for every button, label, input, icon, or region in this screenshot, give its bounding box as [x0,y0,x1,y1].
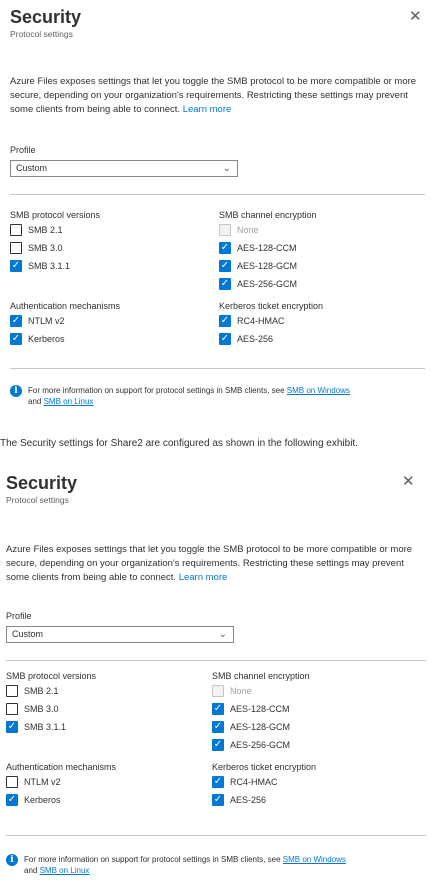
close-icon[interactable]: ✕ [409,8,422,25]
profile-dropdown[interactable] [10,160,238,177]
option-label: AES-128-GCM [230,722,291,732]
aes-256-option[interactable] [212,791,316,809]
info-and: and [24,866,38,875]
aes-128-ccm-option[interactable] [219,239,317,257]
chevron-down-icon: ⌄ [222,163,231,174]
ntlm-v2-option[interactable] [6,773,116,791]
checkbox[interactable]: ✓ [220,242,230,253]
info-and: and [28,397,42,406]
panel-subtitle: Protocol settings [10,29,73,39]
option-label: RC4-HMAC [237,316,285,326]
channel-encryption-title: SMB channel encryption [212,671,310,681]
profile-value: Custom [12,629,44,639]
checkbox[interactable]: ✓ [7,794,17,805]
aes-128-gcm-option[interactable] [219,257,317,275]
option-label: NTLM v2 [28,316,65,326]
smb-versions-group [10,209,100,275]
auth-mechanisms-group [6,761,116,809]
option-label: SMB 3.1.1 [28,261,71,271]
checkbox[interactable]: ✓ [7,721,17,732]
checkbox[interactable] [10,242,22,254]
kerberos-encryption-group [219,300,323,348]
smb-3-1-1-option[interactable] [6,718,96,736]
profile-value: Custom [16,163,48,173]
learn-more-link[interactable]: Learn more [178,572,228,583]
checkbox[interactable]: ✓ [213,703,223,714]
smb-versions-title: SMB protocol versions [10,210,101,220]
info-text-wrap [28,385,350,407]
checkbox[interactable] [10,224,22,236]
checkbox[interactable]: ✓ [213,739,223,750]
learn-more-link[interactable]: Learn more [182,104,232,115]
auth-mechanisms-title: Authentication mechanisms [6,762,117,772]
option-label: None [230,686,252,696]
profile-label: Profile [10,145,36,155]
kerberos-option[interactable] [6,791,116,809]
checkbox[interactable]: ✓ [220,315,230,326]
enc-none-option [212,682,310,700]
smb-2-1-option[interactable] [10,221,100,239]
smb-versions-group [6,670,96,736]
checkbox[interactable] [6,776,18,788]
info-message [6,854,426,876]
aes-256-gcm-option[interactable] [219,275,317,293]
checkbox[interactable]: ✓ [213,776,223,787]
info-icon: i [6,854,18,866]
checkbox [219,224,231,236]
smb-linux-link[interactable]: SMB on Linux [43,397,94,406]
checkbox[interactable]: ✓ [213,721,223,732]
checkbox[interactable]: ✓ [213,794,223,805]
checkbox [212,685,224,697]
option-label: AES-128-CCM [237,243,297,253]
option-label: AES-256-GCM [230,740,291,750]
chevron-down-icon: ⌄ [218,629,227,640]
aes-256-option[interactable] [219,330,323,348]
divider [10,368,425,369]
checkbox[interactable]: ✓ [11,333,21,344]
checkbox[interactable]: ✓ [220,278,230,289]
option-label: AES-128-CCM [230,704,290,714]
close-icon[interactable]: ✕ [402,473,415,490]
smb-2-1-option[interactable] [6,682,96,700]
info-icon: i [10,385,22,397]
smb-linux-link[interactable]: SMB on Linux [39,866,90,875]
auth-mechanisms-title: Authentication mechanisms [10,301,121,311]
checkbox[interactable] [6,703,18,715]
checkbox[interactable]: ✓ [220,333,230,344]
smb-3-0-option[interactable] [10,239,100,257]
info-message [10,385,425,407]
smb-versions-title: SMB protocol versions [6,671,97,681]
option-label: SMB 3.0 [24,704,59,714]
channel-encryption-title: SMB channel encryption [219,210,317,220]
checkbox[interactable]: ✓ [11,260,21,271]
ntlm-v2-option[interactable] [10,312,120,330]
info-text-wrap [24,854,346,876]
rc4-hmac-option[interactable] [212,773,316,791]
description-text: Azure Files exposes settings that let you toggle the SMB protocol to be more compatible or more secure, depending on your organization's requirements. Restricting these settings may prevent some clients from being able to connect. [6,544,413,583]
auth-mechanisms-group [10,300,120,348]
kerberos-encryption-title: Kerberos ticket encryption [219,301,324,311]
profile-dropdown[interactable] [6,626,234,643]
exhibit-caption: The Security settings for Share2 are configured as shown in the following exhibit. [0,438,358,449]
info-text: For more information on support for protocol settings in SMB clients, see [28,386,285,395]
profile-label: Profile [6,611,32,621]
option-label: NTLM v2 [24,777,61,787]
option-label: AES-256 [237,334,274,344]
aes-128-gcm-option[interactable] [212,718,310,736]
panel-title: Security [10,7,82,27]
description [6,543,426,585]
aes-128-ccm-option[interactable] [212,700,310,718]
channel-encryption-group [219,209,317,293]
checkbox[interactable]: ✓ [220,260,230,271]
panel-subtitle: Protocol settings [6,495,69,505]
smb-3-1-1-option[interactable] [10,257,100,275]
option-label: AES-128-GCM [237,261,298,271]
option-label: SMB 3.0 [28,243,63,253]
option-label: AES-256-GCM [237,279,298,289]
option-label: Kerberos [28,334,65,344]
security-panel-share1 [0,0,435,418]
kerberos-option[interactable] [10,330,120,348]
smb-windows-link[interactable]: SMB on Windows [282,855,346,864]
panel-title: Security [6,473,78,493]
smb-windows-link[interactable]: SMB on Windows [286,386,350,395]
description [10,75,425,117]
option-label: None [237,225,259,235]
kerberos-encryption-title: Kerberos ticket encryption [212,762,317,772]
checkbox[interactable]: ✓ [11,315,21,326]
option-label: Kerberos [24,795,61,805]
option-label: RC4-HMAC [230,777,278,787]
info-text: For more information on support for protocol settings in SMB clients, see [24,855,281,864]
enc-none-option [219,221,317,239]
channel-encryption-group [212,670,310,754]
aes-256-gcm-option[interactable] [212,736,310,754]
option-label: SMB 3.1.1 [24,722,67,732]
checkbox[interactable] [6,685,18,697]
option-label: SMB 2.1 [28,225,63,235]
description-text: Azure Files exposes settings that let you toggle the SMB protocol to be more compatible or more secure, depending on your organization's requirements. Restricting these settings may prevent some clients from being able to connect. [10,76,417,115]
security-panel-share2 [0,462,435,895]
smb-3-0-option[interactable] [6,700,96,718]
option-label: SMB 2.1 [24,686,59,696]
option-label: AES-256 [230,795,267,805]
divider [6,660,426,661]
rc4-hmac-option[interactable] [219,312,323,330]
divider [10,194,425,195]
divider [6,835,426,836]
kerberos-encryption-group [212,761,316,809]
